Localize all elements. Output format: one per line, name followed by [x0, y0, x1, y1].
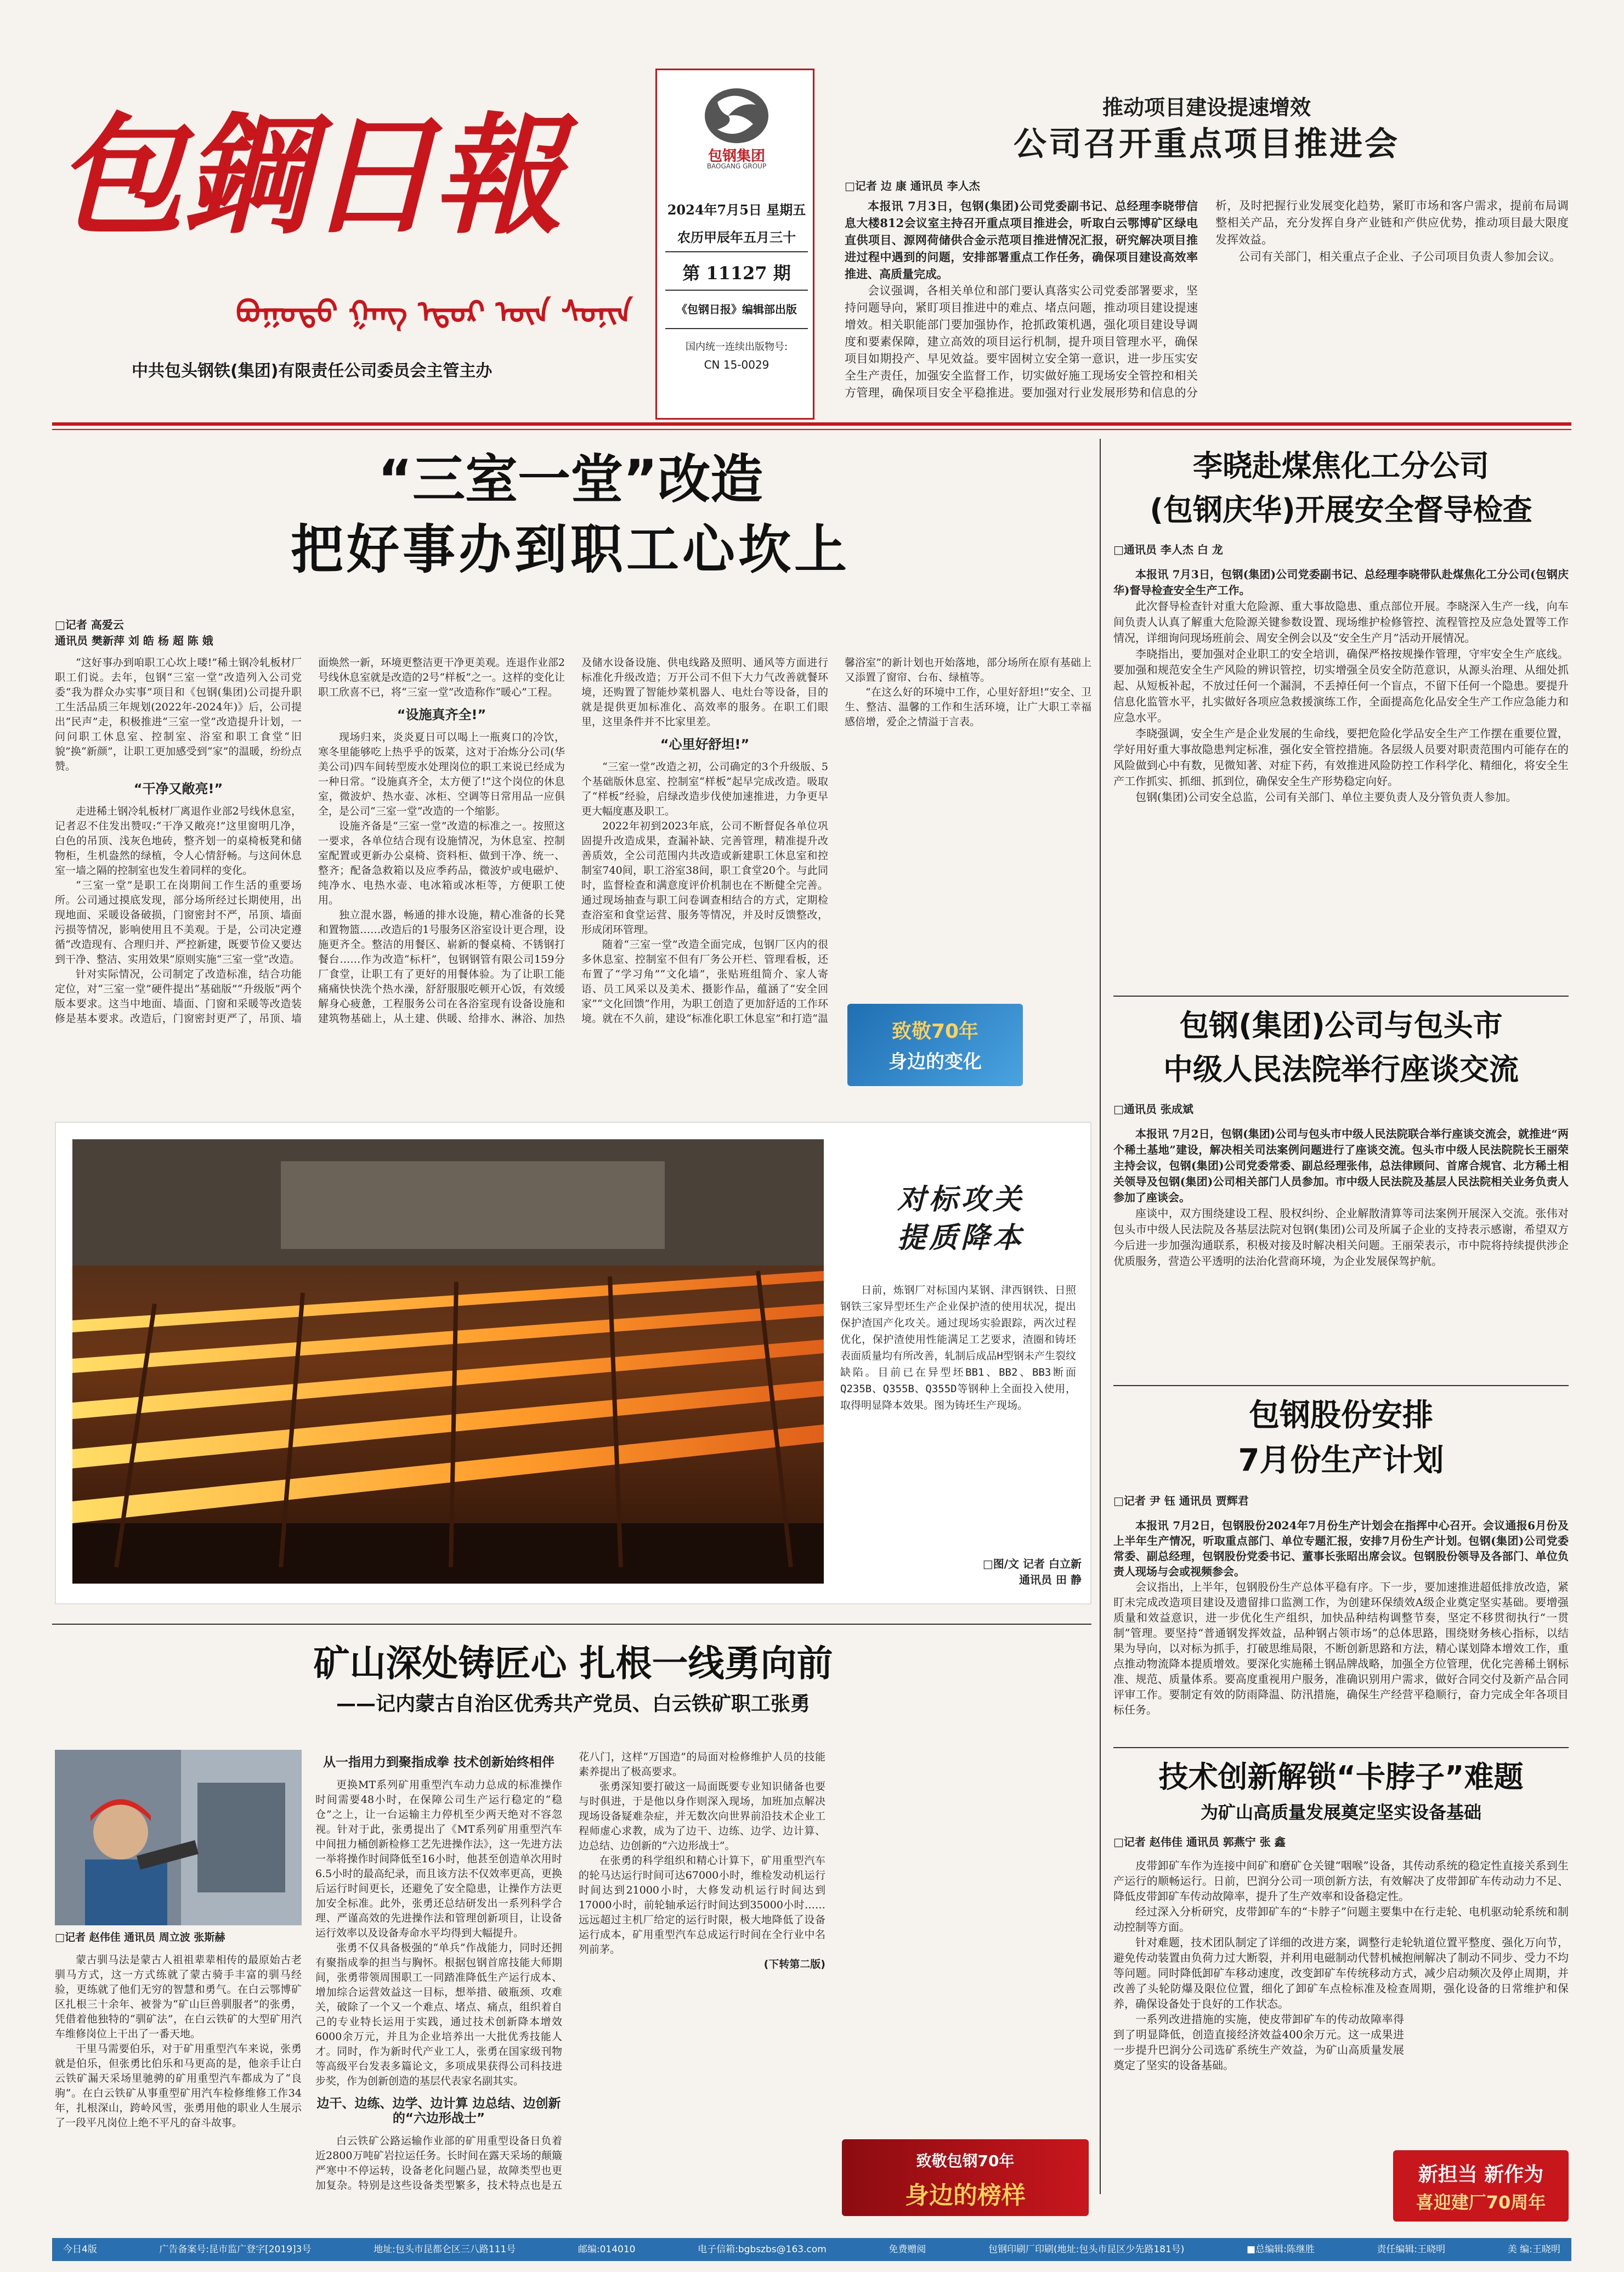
feature-para: 2022年初到2023年底，公司不断督促各单位巩固提升改造成果，查漏补缺、完善管理，精准提升改善质效，全公司范围内共改造或新建职工休息室和控制室740间，职工浴室38间，职工食堂20个。与此同时，监督检查和满意度评价机制也在不断健全完善。通过现场抽查与职工问卷调查相结合的方式，定期检查浴室和食堂运营、服务等情况，并及时反馈整改，形成闭环管理。 — [581, 820, 828, 936]
story-right-3-para: 会议指出，上半年，包钢股份生产总体平稳有序。下一步，要加速推进超低排放改造，紧盯未完成改造项目建设及遗留排口监测工作，为创建环保绩效A级企业奠定坚实基础。要增强质量和效益意识，进一步优化生产组织，加快品种结构调整节奏，坚定不移贯彻执行“一贯制”管理。要坚持“普通钢发挥效益，品种钢占领市场”的总体思路，围绕财务核心指标，以结果为导向，以对标为抓手，打破思维局限，不断创新思路和方法，精心谋划降本增效工作，重点推动物流降本提质增效。要深化实施稀土钢品牌战略，加强全方位管理，优化完善稀土钢标准、规范、质量体系。要高度重视用户服务，准确识别用户需求，做好合同交付及新产品合同评审工作。要制定有效的防雨降温、防汛措施，确保生产经营平稳顺行，奋力完成全年各项目标任务。 — [1113, 1580, 1569, 1716]
footer-postcode: 邮编:014010 — [578, 2244, 636, 2255]
issue-date: 2024年7月5日 星期五 — [667, 202, 806, 218]
issue-divider — [665, 251, 808, 252]
story-right-2-byline: □通讯员 张成斌 — [1113, 1103, 1193, 1116]
issue-editor: 《包钢日报》编辑部出版 — [676, 303, 797, 316]
story-right-3-headline-2: 7月份生产计划 — [1238, 1443, 1444, 1478]
issue-box — [655, 69, 814, 420]
story-bottom-left-subhead-1: 从一指用力到聚指成拳 技术创新始终相伴 — [322, 1755, 554, 1770]
story-bottom-left-para: 张勇深知要打破这一局面既要专业知识储备也要与时俱进，于是他以身作则深入现场，加班加点解决现场设备疑难杂症，并无数次向世界前沿技术企业工程师虚心求教，成为了边干、边练、边学、边计算、边总结、边创新的“六边形战士”。 — [579, 1781, 825, 1852]
story-bottom-right-headline: 技术创新解锁“卡脖子”难题 — [1158, 1760, 1524, 1794]
story-bottom-left-para: 在张勇的科学组织和精心计算下，矿用重型汽车的轮马达运行时间可达67000小时，维检发动机运行时间达到21000小时，大修发动机运行时间达到17000小时，前轮轴承运行时间达到35000小时……远远超过主机厂给定的运行时限，极大地降低了设备运行成本，矿用重型汽车总成运行时间在全行业中名列前茅。 — [579, 1855, 825, 1955]
story-right-1-body — [1113, 567, 1569, 805]
top-story-para: 本报讯 7月3日，包钢(集团)公司党委副书记、总经理李晓带信息大楼812会议室主持召开重点项目推进会，听取白云鄂博矿区绿电直供项目、源网荷储供合金示范项目推进情况汇报，研究解决项目推进过程中遇到的问题，安排部署重点工作任务，确保项目建设高效率推进、高质量完成。 — [845, 199, 1198, 281]
footer-email: 电子信箱:bgbszbs@163.com — [698, 2244, 827, 2255]
badge-bottom-line1: 致敬包钢70年 — [916, 2152, 1015, 2170]
story-bottom-left-para: 蒙古驯马法是蒙古人祖祖辈辈相传的最原始古老驯马方式，这一方式练就了蒙古骑手丰富的驯马经验，更练就了他们无穷的智慧和勇气。在白云鄂博矿区扎根三十余年、被誉为“矿山巨兽驯服者”的张勇，凭借着他独特的“驯矿法”，在白云铁矿的大型矿用汽车维修岗位上干出了一番天地。 — [55, 1954, 302, 2040]
story-bottom-left-para: 更换MT系列矿用重型汽车动力总成的标准操作时间需要48小时，在保障公司生产运行稳定的“稳仓”之上，让一台运输主力停机至少两天绝对不容忽视。针对于此，张勇提出了《MT系列矿用重型汽车中间扭力桶创新检修工艺先进操作法》，这一先进方法一举将操作时间降低至16小时，他甚至创造单次用时6.5小时的最高纪录，而且该方法不仅效率更高，更换后运行时间更长，还避免了安全隐患，让操作方法更加安全标准。此外，张勇还总结研发出一系列科学合理、严谨高效的先进操作法和管理创新项目，让设备运行效率以及设备寿命水平均得到大幅提升。 — [315, 1779, 562, 1939]
story-right-1 — [1113, 444, 1569, 993]
issue-cn-number: CN 15-0029 — [704, 358, 769, 371]
photo-feature-frame — [55, 1122, 1091, 1604]
story-right-1-para: 此次督导检查针对重大危险源、重大事故隐患、重点部位开展。李晓深入生产一线，向车间负责人认真了解重大危险源关键参数设置、现场维护检修管控、流程管控及应急处置等工作情况，详细询问现场班前会、周安全例会以及“安全生产月”活动开展情况。 — [1113, 600, 1569, 645]
photo-feature-title-1: 对标攻关 — [897, 1183, 1025, 1216]
story-right-2 — [1113, 1004, 1569, 1382]
feature-subhead-2: “设施真齐全!” — [397, 707, 486, 722]
logo — [695, 86, 778, 168]
story-right-3-headline-1: 包钢股份安排 — [1249, 1398, 1433, 1433]
footer-chief: ■总编辑:陈继胜 — [1247, 2244, 1315, 2255]
logo-cn: 包钢集团 — [708, 148, 765, 165]
feature-subhead-3: “心里好舒坦!” — [660, 737, 750, 752]
issue-lunar: 农历甲辰年五月三十 — [677, 229, 796, 245]
badge-70-line1: 致敬70年 — [891, 1020, 979, 1043]
top-story-para: 公司有关部门，相关重点子企业、子公司项目负责人参加会议。 — [1238, 250, 1561, 263]
story-right-1-para: 李晓强调，安全生产是企业发展的生命线，要把危险化学品安全生产工作摆在重要位置，学好用好重大事故隐患判定标准，强化安全管控措施。各层级人员要对职责范围内可能存在的风险做到心中有数，见微知著、对症下药，有效推进风险防控工作科学化、精细化，将安全生产工作抓实、抓细、抓到位，确保安全生产形势稳定向好。 — [1113, 727, 1569, 788]
footer-pages: 今日4版 — [63, 2244, 97, 2255]
issue-cn-label: 国内统一连续出版物号: — [685, 341, 788, 353]
right-divider-2 — [1113, 1385, 1569, 1386]
photo-feature-title-2: 提质降本 — [897, 1221, 1025, 1254]
story-right-2-para: 座谈中，双方围绕建设工程、股权纠纷、企业解散清算等司法案例开展深入交流。张伟对包头市中级人民法院及各基层法院对包钢(集团)公司及所属子企业的支持表示感谢，希望双方今后进一步加强沟通联系，积极对接及时解决相关问题。王丽荣表示，市中院将持续提供涉企优质服务，营造公平透明的法治化营商环境，为企业发展保驾护航。 — [1113, 1207, 1569, 1268]
footer-ad-license: 广告备案号:昆市监广登字[2019]3号 — [159, 2244, 312, 2255]
bottom-divider — [52, 1624, 1091, 1625]
top-story-kicker: 推动项目建设提速增效 — [1102, 95, 1311, 120]
badge-70 — [847, 1004, 1023, 1086]
issue-divider-2 — [665, 290, 808, 291]
story-right-1-headline-2: (包钢庆华)开展安全督导检查 — [1150, 493, 1532, 527]
badge-bottom — [842, 2139, 1089, 2216]
story-right-1-para: 本报讯 7月3日，包钢(集团)公司党委副书记、总经理李晓带队赴煤焦化工分公司(包钢庆华)督导检查安全生产工作。 — [1113, 568, 1569, 597]
feature-para: 随着“三室一堂”改造全面完成，包钢厂区内的很多休息室、控制室不但有厂务公开栏、管理看板，还布置了“学习角”“文化墙”，张贴班组简介、家人寄语、员工风采以及美术、摄影作品，蕴涵了“安全回家”“文化回馈”作用，为职工创造了更加舒适的工作环境。就在不久前，建设“标准化职工休息室”和打造“温馨浴室”的新计划也开始落地，部分场所在原有基础上又添置了窗帘、台布、绿植等。 — [581, 657, 1091, 1025]
top-story-headline: 公司召开重点项目推进会 — [1014, 125, 1400, 163]
story-bottom-left-head — [55, 1637, 1091, 1742]
badge-right-line1: 新担当 新作为 — [1418, 2163, 1544, 2186]
steel-photo — [72, 1139, 824, 1584]
story-right-3-para: 本报讯 7月2日，包钢股份2024年7月份生产计划会在指挥中心召开。会议通报6月份及上半年生产情况，听取重点部门、单位专题汇报，安排7月份生产计划。包钢(集团)公司党委常委、副总经理，包钢股份党委书记、董事长张昭出席会议。包钢股份领导及各部门、单位负责人现场与会或视频参会。 — [1113, 1519, 1569, 1578]
footer-art: 美 编:王晓明 — [1507, 2244, 1560, 2255]
story-right-1-para: 包钢(集团)公司安全总监，公司有关部门、单位主要负责人及分管负责人参加。 — [1135, 790, 1517, 804]
top-story-para: 会议强调，各相关单位和部门要认真落实公司党委部署要求，坚持问题导向，紧盯项目推进中的难点、堵点问题，推动项目建设提速增效。相关职能部门要加强协作，抢抓政策机遇，强化项目建设导调度和要素保障，建立高效的项目运行机制，提升项目管理水平，确保项目如期投产、早见效益。要牢固树立安全第一意识，进一步压实安全生产责任，加强安全监督工作，切实做好施工现场安全管控和相关方管理，确保项目安全平稳推进。要加强对行业发展形势和信息的分析，及时把握行业发展变化趋势，紧盯市场和客户需求，提前布局调整相关产品，充分发挥自身产业链和产供应优势，推动项目最大限度发挥效益。 — [845, 199, 1569, 399]
top-story-body — [845, 197, 1569, 414]
feature-para: 现场归来，炎炎夏日可以喝上一瓶爽口的冷饮，寒冬里能够吃上热乎乎的饭菜，这对于冶炼分公司(华美公司)四车间转型废水处理岗位的职工来说已经成为一种日常。“设施真齐全，太方便了!”这个岗位的休息室，微波炉、热水壶、冰柜、空调等日常用品一应俱全，是公司“三室一堂”改造的一个缩影。 — [318, 731, 565, 817]
footer-printer: 包钢印刷厂印刷(地址:包头市昆区少先路181号) — [988, 2244, 1185, 2255]
footer — [52, 2238, 1571, 2261]
feature-para: 独立混水器，畅通的排水设施，精心准备的长凳和置物篮……改造后的1号服务区浴室设计更合理，设施更齐全。整洁的用餐区、崭新的餐桌椅、不锈钢打餐台……作为改造“标杆”，包钢钢管有限公司159分厂食堂，让职工有了更好的用餐体验。为了让职工能痛痛快快洗个热水澡，舒舒服服吃顿开心饭，有效缓解身心疲惫，工程服务公司在各浴室现有设备设施和建筑物基础上，从土建、供暖、给排水、淋浴、加热及储水设备设施、供电线路及照明、通风等方面进行标准化升级改造；万开公司不但下大力气改善就餐环境，还购置了智能炒菜机器人、电灶台等设备，目的就是提供更加标准化、高效率的服务。在职工们眼里，这里条件并不比家里差。 — [318, 657, 828, 1025]
story-right-2-body — [1113, 1126, 1569, 1269]
feature-body — [55, 655, 1091, 1034]
badge-bottom-line2: 身边的榜样 — [905, 2181, 1026, 2209]
baogang-logo-icon — [695, 86, 778, 146]
story-right-2-para: 本报讯 7月2日，包钢(集团)公司与包头市中级人民法院联合举行座谈交流会，就推进“两个稀土基地”建设，解决相关司法案例问题进行了座谈交流。包头市中级人民法院院长王丽荣主持会议，包钢(集团)公司党委常委、副总经理张伟，总法律顾问、首席合规官、北方稀土相关领导及包钢(集团)公司相关部门人员参加。市中级人民法院及基层人民法院相关业务负责人参加了座谈会。 — [1113, 1127, 1569, 1204]
feature-para: 走进稀土钢冷轧板材厂离退作业部2号线休息室，记者忍不住发出赞叹:“干净又敞亮!”这里窗明几净，白色的吊顶、浅灰色地砖，整齐划一的桌椅板凳和储物柜，生机盎然的绿植，令人心情舒畅。与这间休息室一墙之隔的控制室也发生着同样的变化。 — [55, 805, 302, 877]
right-divider-3 — [1113, 1747, 1569, 1748]
column-rule — [1100, 439, 1101, 2194]
top-story — [845, 82, 1569, 417]
logo-en: BAOGANG GROUP — [706, 162, 767, 170]
feature-byline-correspondents: 通讯员 樊新萍 刘 皓 杨 超 陈 娥 — [55, 634, 213, 647]
story-bottom-left-para: 张勇不仅具备极强的“单兵”作战能力，同时还拥有聚指成拳的担当与胸怀。根据包钢首席技能大师期间，张勇带领周围职工一同踏准降低生产运行成本、增加综合运营效益这一目标，想举措、破瓶颈、攻难关，破除了一个又一个难点、堵点、痛点，组织着自己的专业特长运用于实践，通过技术创新降本增效6000余万元，并且为企业培养出一大批优秀技能人才。同时，作为新时代产业工人，张勇在国家级刊物等高级平台发表多篇论文，多项成果获得公司科技进步奖，作为创新创造的基层代表家名副其实。 — [315, 1942, 562, 2087]
feature-headline — [52, 444, 1089, 609]
feature-subhead-1: “干净又敞亮!” — [133, 781, 223, 796]
photo-feature-title — [846, 1180, 1076, 1257]
story-right-1-byline: □通讯员 李人杰 白 龙 — [1113, 543, 1223, 556]
feature-byline — [55, 617, 340, 649]
story-bottom-right-para: 针对难题，技术团队制定了详细的改进方案，调整行走轮轨道位置平整度、强化万向节，避免传动装置由负荷力过大断裂，并利用电磁制动代替机械抱闸解决了制动不同步、受力不均等问题。同时降低卸矿车移动速度，改变卸矿车传统移动方式，减少启动频次及停止周期，并改善了头轮防爆及限位位置，细化了卸矿车点检标准及检查周期，强化设备的日常维护和保养，确保设备处于良好的工作状态。 — [1113, 1936, 1569, 2010]
issue-number: 第 11127 期 — [682, 263, 791, 284]
story-bottom-left-col1 — [55, 1953, 302, 2216]
feature-para: “三室一堂”是职工在岗期间工作生活的重要场所。公司通过摸底发现，部分场所经过长期使用，出现地面、采暖设备破损，门窗密封不严，吊顶、墙面污损等情况，影响使用且不美观。于是，公司决定遵循“改造现有、合理归并、严控新建，既要节俭又要达到干净、整洁、实用效果”原则实施“三室一堂”改造。 — [55, 879, 302, 965]
story-bottom-left-subhead: ——记内蒙古自治区优秀共产党员、白云铁矿职工张勇 — [336, 1693, 810, 1715]
story-right-2-headline-1: 包钢(集团)公司与包头市 — [1179, 1008, 1503, 1043]
photo-feature-caption-text: 日前，炼钢厂对标国内某钢、津西钢铁、日照钢铁三家异型坯生产企业保护渣的使用状况，提出保护渣国产化攻关。通过现场实验跟踪，两次过程优化，保护渣使用性能满足工艺要求，渣圈和铸坯表面质量均有所改善，轧制后成品H型钢未产生裂纹缺陷。目前已在异型坯BB1、BB2、BB3断面Q235B、Q355B、Q355D等钢种上全面投入使用，取得明显降本效果。图为铸坯生产现场。 — [840, 1284, 1076, 1411]
masthead-mongolian: ᠪᠤᠭᠤᠲᠤ ᠭᠠᠩ ᠡᠳᠦᠷ ᠦᠨ ᠰᠣᠨᠢᠨ — [236, 295, 633, 330]
photo-feature-credit — [933, 1556, 1082, 1588]
story-bottom-right-para: 皮带卸矿车作为连接中间矿和磨矿仓关键“咽喉”设备，其传动系统的稳定性直接关系到生产运行的顺畅运行。日前，巴润分公司一项创新方法，有效解决了皮带卸矿车传动动力不足、降低皮带卸矿车传动故障率，提升了生产效率和设备稳定性。 — [1113, 1859, 1569, 1903]
photo-feature-credit-2: 通讯员 田 静 — [1019, 1573, 1082, 1586]
story-bottom-right-para: 经过深入分析研究，皮带卸矿车的“卡脖子”问题主要集中在行走轮、电机驱动轮系统和制动控制等方面。 — [1113, 1905, 1569, 1934]
story-bottom-left-continued: (下转第二版) — [763, 1958, 825, 1970]
story-right-3-byline: □记者 尹 钰 通讯员 贾辉君 — [1113, 1494, 1249, 1507]
right-divider-1 — [1113, 996, 1569, 997]
story-bottom-right-subhead: 为矿山高质量发展奠定坚实设备基础 — [1200, 1802, 1481, 1823]
feature-headline-2: 把好事办到职工心坎上 — [291, 519, 850, 580]
story-right-1-para: 李晓指出，要加强对企业职工的安全培训，确保严格按规操作管理，守牢安全生产底线。要加强和规范安全生产风险的辨识管控，切实增强全员安全防范意识，从源头治理、从细处抓起、从短板补起，不放过任何一个漏洞，不丢掉任何一个盲点，不留下任何一个隐患。要提升信息化监管水平，扎实做好各项应急救援演练工作，全面提高危化品安全生产工作应急能力和应急水平。 — [1113, 647, 1569, 724]
worker-photo — [55, 1750, 302, 1925]
photo-feature-credit-1: □图/文 记者 白立新 — [982, 1557, 1082, 1570]
story-right-2-headline-2: 中级人民法院举行座谈交流 — [1163, 1052, 1519, 1087]
footer-address: 地址:包头市昆都仑区三八路111号 — [374, 2244, 516, 2255]
hot-billets-photo — [72, 1139, 824, 1584]
badge-right-line2: 喜迎建厂70周年 — [1416, 2192, 1546, 2213]
worker-photo-image — [55, 1750, 302, 1925]
feature-para: “在这么好的环境中工作，心里好舒坦!”安全、卫生、整洁、温馨的工作和生活环境，让广大职工幸福感倍增，爱企之情溢于言表。 — [845, 686, 1091, 728]
worker-photo-byline: □记者 赵伟佳 通讯员 周立波 张斯赫 — [55, 1931, 225, 1943]
feature-para: 针对实际情况，公司制定了改造标准，结合功能定位，对“三室一堂”硬件提出“基础版”“升级版”两个版本要求。这当中地面、墙面、门窗和采暖等改造装修是基本要求。改造后，门窗密封更严了，吊顶、墙面焕然一新，环境更整洁更干净更美观。连退作业部2号线休息室就是改造的2号“样板”之一。这样的变化让职工欣喜不已，将“三室一堂”改造称作“暖心”工程。 — [55, 657, 565, 1025]
badge-70-line2: 身边的变化 — [889, 1051, 982, 1073]
feature-para: “三室一堂”改造之初，公司确定的3个升级版、5个基础版休息室、控制室“样板”起早完成改造。吸取了“样板”经验，启绿改造步伐使加速推进，力争更早更大幅度惠及职工。 — [581, 761, 828, 817]
photo-feature-caption — [840, 1282, 1076, 1414]
story-bottom-right — [1113, 1755, 1569, 2227]
footer-free: 免费赠阅 — [889, 2244, 926, 2255]
story-bottom-left-subhead-2: 边干、边练、边学、边计算 边总结、边创新的“六边形战士” — [316, 2096, 561, 2126]
feature-byline-reporter: □记者 高爱云 — [55, 618, 124, 631]
top-story-byline: □记者 边 康 通讯员 李人杰 — [845, 179, 980, 193]
issue-divider-3 — [665, 328, 808, 329]
feature-para: “这好事办到咱职工心坎上喽!”稀土钢冷轧板材厂职工们说。去年，包钢“三室一堂”改造列入公司党委“我为群众办实事”项目和《包钢(集团)公司提升职工生活品质三年规划(2022年-2024年)》后，公司提出“民声”走，积极推进“三室一堂”改造提升计划，一问问职工休息室、控制室、浴室和职工食堂“旧貌”换“新颜”，让职工更加感受到“家”的温暖，纷纷点赞。 — [55, 657, 302, 772]
masthead-rule-thin — [52, 429, 1571, 430]
story-bottom-left-headline: 矿山深处铸匠心 扎根一线勇向前 — [313, 1642, 833, 1685]
masthead-rule — [52, 422, 1571, 426]
story-bottom-right-byline: □记者 赵伟佳 通讯员 郭燕宁 张 鑫 — [1113, 1835, 1286, 1849]
story-bottom-left-para: 干里马需要伯乐，对于矿用重型汽车来说，张勇就是伯乐，但张勇比伯乐和马更高的是，他亲手让白云铁矿漏天采场里驰骋的矿用重型汽车都成为了“良驹”。在白云铁矿从事重型矿用汽车检修维修工作34年，扎根深山，跨岭风雪，张勇用他的职业人生展示了一段平凡岗位上绝不平凡的奋斗故事。 — [55, 2043, 302, 2129]
feature-headline-1: “三室一堂”改造 — [377, 449, 763, 510]
footer-editor: 责任编辑:王晓明 — [1377, 2244, 1446, 2255]
masthead — [55, 82, 653, 389]
badge-right — [1393, 2150, 1569, 2222]
masthead-title: 包鋼日報 — [55, 99, 560, 252]
story-right-3-body — [1113, 1518, 1569, 1717]
story-bottom-left-para: 白云铁矿公路运输作业部的矿用重型设备日负着近2800万吨矿岩拉运任务。长时间在露天采场的颠簸严寒中不停运转，设备老化问题凸显，故障类型也更加复杂。特别是这些设备类型繁多，技术特点也是五花八门，这样“万国造”的局面对检修维护人员的技能素养提出了极高要求。 — [315, 1751, 825, 2191]
story-right-3 — [1113, 1393, 1569, 1744]
story-right-1-headline-1: 李晓赴煤焦化工分公司 — [1193, 449, 1489, 483]
story-bottom-right-para: 一系列改进措施的实施，使皮带卸矿车的传动故障率得到了明显降低，创造直接经济效益400余万元。这一成果进一步提升巴润分公司选矿系统生产效益，为矿山高质量发展奠定了坚实的设备基础。 — [1113, 2013, 1404, 2072]
feature-para: 设施齐备是“三室一堂”改造的标准之一。按照这一要求，各单位结合现有设施情况，为休息室、控制室配置或更新办公桌椅、资料柜、做到干净、统一、整齐；配备急救箱以及应季药品，微波炉或电磁炉、纯净水、电热水壶、电冰箱或冰柜等，方便职工使用。 — [318, 820, 565, 906]
masthead-sponsor: 中共包头钢铁(集团)有限责任公司委员会主管主办 — [132, 361, 493, 381]
